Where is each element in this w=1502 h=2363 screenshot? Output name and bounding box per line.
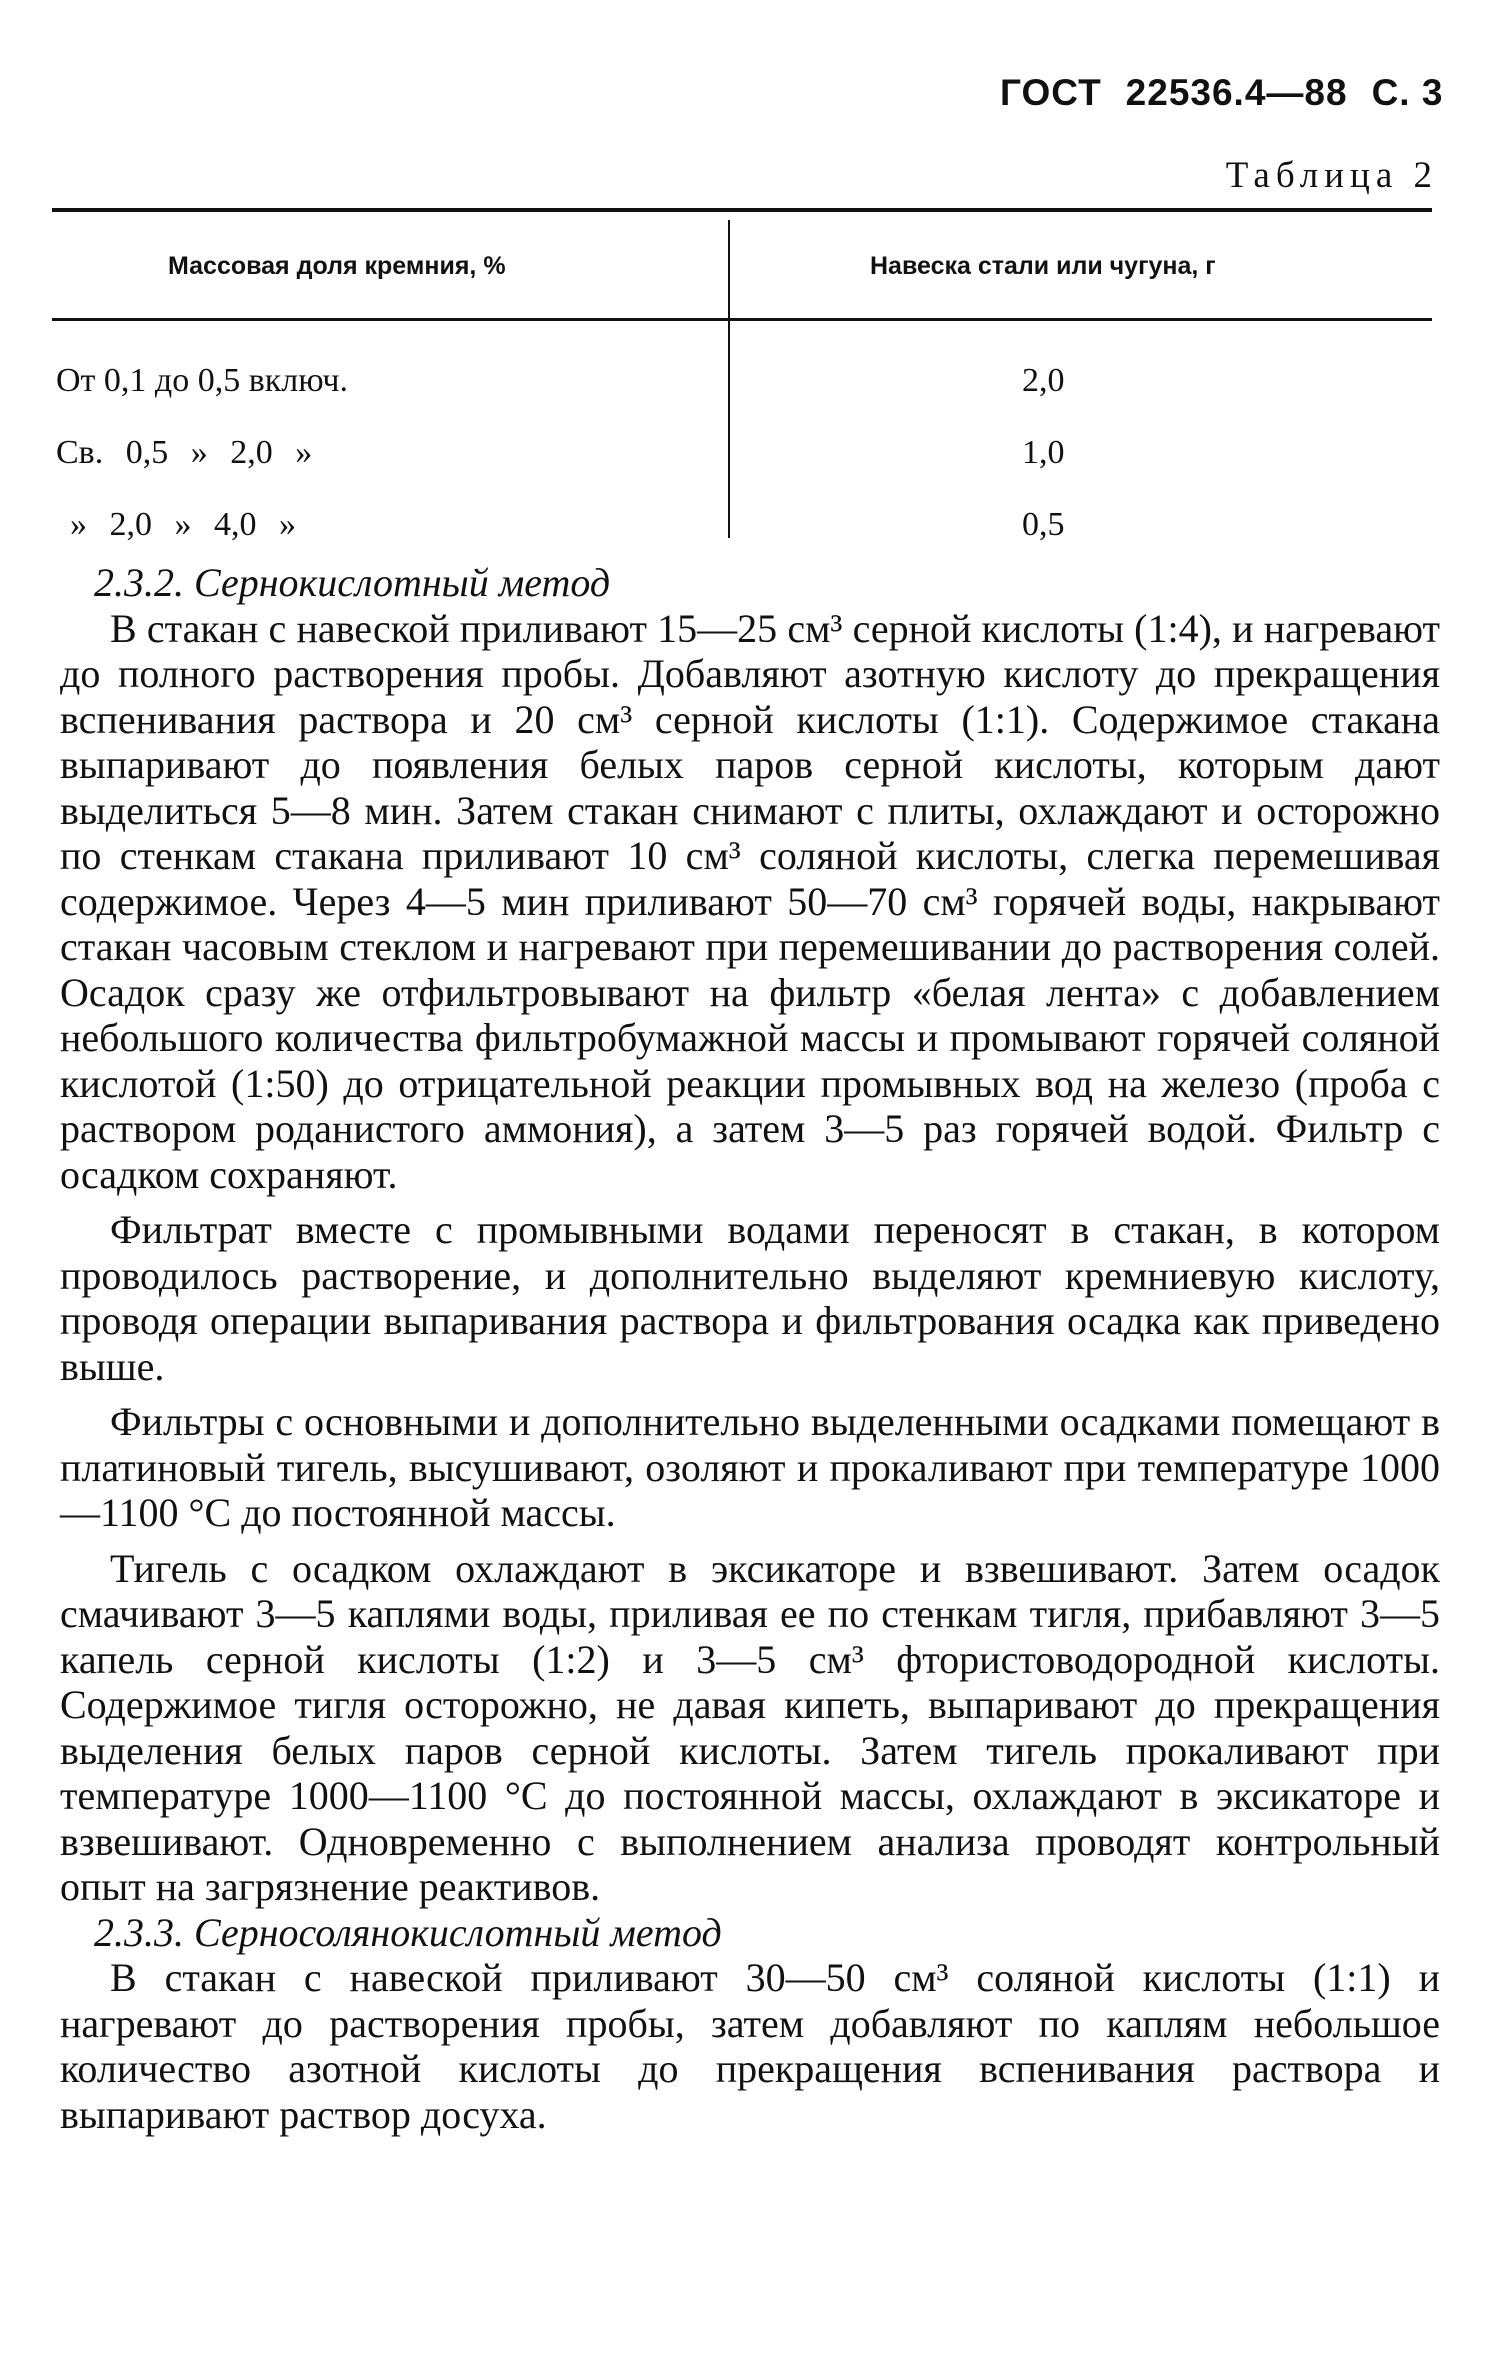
table-cell: От 0,1 до 0,5 включ.: [56, 362, 348, 399]
table-cell: Св. 0,5 » 2,0 »: [56, 434, 313, 471]
paragraph: Тигель с осадком охлаждают в эксикаторе и взвешивают. Затем осадок смачивают 3—5 каплями воды, приливая ее по стенкам тигля, прибавляют 3—5 капель серной кислоты (1:2) и 3—5 см³ фтористоводородной кислоты. Содержимое тигля осторожно, не давая кипеть, выпаривают до прекращения выделения белых паров серной кислоты. Затем тигель прокаливают при температуре 1000—1100 °С до постоянной массы, охлаждают в эксикаторе и взвешивают. Одновременно с выполнением анализа проводят контрольный опыт на загрязнение реактивов.: [60, 1545, 1440, 1909]
table-top-rule: [52, 208, 1432, 212]
paragraph: Фильтрат вместе с промывными водами переносят в стакан, в котором проводилось растворение, и дополнительно выделяют кремниевую кислоту, проводя операции выпаривания раствора и фильтрования осадка как приведено выше.: [60, 1207, 1440, 1389]
table-cell: 1,0: [1022, 434, 1065, 471]
section-heading: 2.3.3. Серносолянокислотный метод: [94, 1909, 722, 1955]
table-column-header: Массовая доля кремния, %: [168, 252, 506, 280]
header-doc: ГОСТ: [1000, 72, 1102, 113]
section-heading: 2.3.2. Сернокислотный метод: [94, 560, 611, 605]
table-caption: Таблица 2: [1225, 155, 1438, 196]
table-column-divider: [728, 220, 730, 538]
paragraph: В стакан с навеской приливают 15—25 см³ серной кислоты (1:4), и нагревают до полного растворения пробы. Добавляют азотную кислоту до прекращения вспенивания раствора и 20 см³ серной кислоты (1:1). Содержимое стакана выпаривают до появления белых паров серной кислоты, которым дают выделиться 5—8 мин. Затем стакан снимают с плиты, охлаждают и осторожно по стенкам стакана приливают 10 см³ соляной кислоты, слегка перемешивая содержимое. Через 4—5 мин приливают 50—70 см³ горячей воды, накрывают стакан часовым стеклом и нагревают при перемешивании до растворения солей. Осадок сразу же отфильтровывают на фильтр «белая лента» с добавлением небольшого количества фильтробумажной массы и промывают горячей соляной кислотой (1:50) до отрицательной реакции промывных вод на железо (проба с раствором роданистого аммония), а затем 3—5 раз горячей водой. Фильтр с осадком сохраняют.: [60, 605, 1440, 1197]
table-column-header: Навеска стали или чугуна, г: [870, 252, 1216, 280]
paragraph: Фильтры с основными и дополнительно выделенными осадками помещают в платиновый тигель, высушивают, озоляют и прокаливают при температуре 1000—1100 °С до постоянной массы.: [60, 1399, 1440, 1535]
header-number: 22536.4—88: [1125, 72, 1348, 113]
table-cell: 0,5: [1022, 506, 1065, 543]
table-cell: 2,0: [1022, 362, 1065, 399]
paragraph: В стакан с навеской приливают 30—50 см³ соляной кислоты (1:1) и нагревают до растворения пробы, затем добавляют по каплям небольшое количество азотной кислоты до прекращения вспенивания раствора и выпаривают раствор досуха.: [60, 1955, 1440, 2137]
table-header-rule: [52, 318, 1432, 321]
table-cell: » 2,0 » 4,0 »: [70, 506, 296, 543]
document-body: [60, 560, 1440, 2137]
page-header: [1000, 72, 1467, 114]
header-page: С. 3: [1371, 72, 1444, 113]
